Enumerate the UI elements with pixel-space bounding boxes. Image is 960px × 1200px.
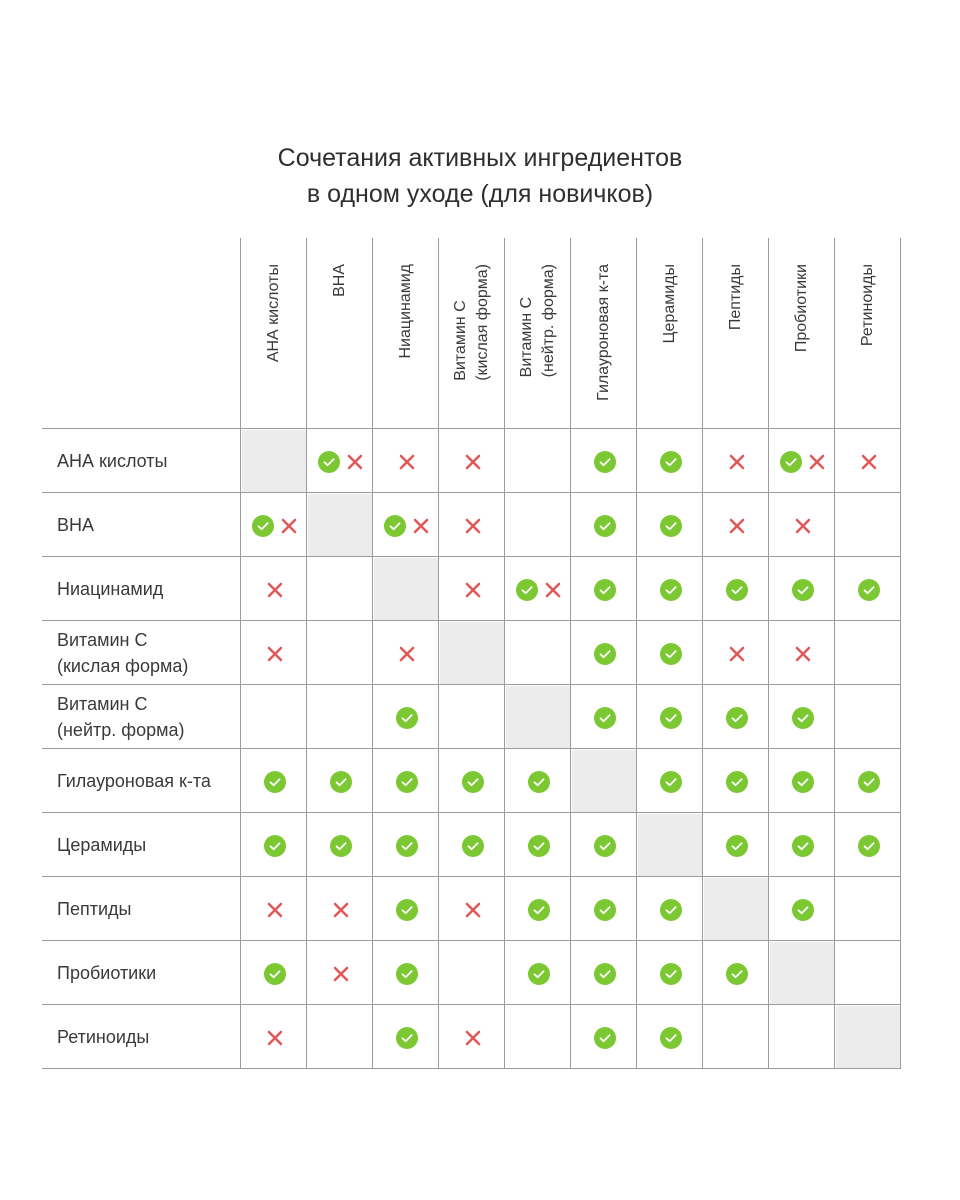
cross-icon [794,517,812,535]
matrix-cell [506,942,571,1005]
cross-icon [332,965,350,983]
horizontal-gridline [42,428,901,429]
check-icon [780,451,802,473]
check-icon [396,963,418,985]
check-icon [396,835,418,857]
matrix-cell [242,942,307,1005]
matrix-cell [704,1006,769,1069]
matrix-cell [572,558,637,621]
matrix-cell [440,430,505,493]
column-header [241,264,307,454]
matrix-cell [572,1006,637,1069]
check-icon [528,899,550,921]
horizontal-gridline [42,940,901,941]
check-icon [660,1027,682,1049]
check-icon [594,515,616,537]
diagonal-cell [506,686,571,749]
check-icon [594,835,616,857]
check-icon [396,771,418,793]
matrix-cell [308,686,373,749]
check-icon [660,515,682,537]
row-header [57,621,237,685]
check-icon [462,835,484,857]
check-icon [792,579,814,601]
column-header [505,264,571,454]
row-header-label: Церамиды [57,835,147,855]
horizontal-gridline [42,620,901,621]
matrix-cell [638,558,703,621]
matrix-cell [308,622,373,685]
check-icon [660,963,682,985]
diagonal-cell [242,430,307,493]
matrix-cell [572,814,637,877]
matrix-cell [638,430,703,493]
row-header-label: Ретиноиды [57,1027,150,1047]
check-icon [726,579,748,601]
matrix-cell [308,1006,373,1069]
row-header-label: Ниацинамид [57,579,164,599]
matrix-cell [638,1006,703,1069]
check-icon [726,963,748,985]
matrix-cell [440,1006,505,1069]
matrix-cell [242,494,307,557]
matrix-cell [308,558,373,621]
chart-title-line2: в одном уходе (для новичков) [306,180,654,208]
matrix-cell [704,814,769,877]
check-icon [594,707,616,729]
column-header [571,264,637,454]
matrix-cell [506,494,571,557]
row-header-label: ВНА [57,515,95,535]
check-icon [594,643,616,665]
diagonal-cell [638,814,703,877]
check-icon [858,579,880,601]
diagonal-cell [374,558,439,621]
matrix-cell [638,878,703,941]
matrix-cell [374,942,439,1005]
matrix-cell [506,430,571,493]
matrix-cell [308,430,373,493]
matrix-cell [242,558,307,621]
vertical-gridline [900,238,901,1069]
vertical-gridline [834,238,835,1069]
column-header-label: АНА кислоты [265,264,282,363]
horizontal-gridline [42,556,901,557]
check-icon [396,899,418,921]
cross-icon [464,581,482,599]
matrix-cell [770,686,835,749]
cross-icon [412,517,430,535]
matrix-cell [308,942,373,1005]
matrix-cell [704,622,769,685]
matrix-cell [506,750,571,813]
row-header-label: Витамин С (нейтр. форма) [57,694,185,740]
matrix-cell [506,878,571,941]
check-icon [660,643,682,665]
column-header-label: Церамиды [661,264,678,344]
column-header [307,264,373,454]
matrix-cell [506,622,571,685]
cross-icon [266,581,284,599]
matrix-cell [836,622,901,685]
check-icon [660,451,682,473]
cross-icon [464,453,482,471]
vertical-gridline [768,238,769,1069]
horizontal-gridline [42,748,901,749]
diagonal-cell [308,494,373,557]
diagonal-cell [704,878,769,941]
horizontal-gridline [42,812,901,813]
vertical-gridline [636,238,637,1069]
column-header-label: Витамин С (нейтр. форма) [518,264,557,378]
check-icon [660,707,682,729]
matrix-cell [308,878,373,941]
matrix-cell [440,878,505,941]
matrix-cell [704,430,769,493]
check-icon [330,835,352,857]
matrix-cell [572,686,637,749]
row-header-label: Витамин С (кислая форма) [57,630,189,676]
check-icon [792,899,814,921]
check-icon [792,771,814,793]
cross-icon [544,581,562,599]
check-icon [594,1027,616,1049]
check-icon [330,771,352,793]
matrix-cell [836,750,901,813]
cross-icon [332,901,350,919]
row-header [57,557,237,621]
horizontal-gridline [42,492,901,493]
check-icon [594,899,616,921]
check-icon [462,771,484,793]
matrix-cell [770,494,835,557]
cross-icon [860,453,878,471]
matrix-cell [638,494,703,557]
matrix-cell [704,558,769,621]
horizontal-gridline [42,876,901,877]
matrix-cell [572,494,637,557]
column-header-label: Ниацинамид [397,264,414,359]
matrix-cell [638,622,703,685]
vertical-gridline [372,238,373,1069]
column-header-label: Витамин С (кислая форма) [452,264,491,381]
check-icon [396,707,418,729]
chart-title [0,140,960,212]
check-icon [528,771,550,793]
matrix-cell [374,622,439,685]
row-header [57,941,237,1005]
chart-title-line1: Сочетания активных ингредиентов [277,144,683,172]
horizontal-gridline [42,1068,901,1069]
matrix-cell [506,558,571,621]
matrix-cell [308,814,373,877]
row-header [57,429,237,493]
cross-icon [280,517,298,535]
cross-icon [346,453,364,471]
matrix-cell [770,878,835,941]
matrix-cell [836,494,901,557]
row-header-label: Пептиды [57,899,132,919]
row-header-label: Пробиотики [57,963,157,983]
check-icon [396,1027,418,1049]
matrix-cell [440,494,505,557]
column-header-label: Ретиноиды [859,264,876,347]
column-header [439,264,505,454]
horizontal-gridline [42,684,901,685]
matrix-cell [440,814,505,877]
matrix-cell [242,1006,307,1069]
matrix-cell [242,622,307,685]
row-header [57,749,237,813]
matrix-cell [704,686,769,749]
vertical-gridline [570,238,571,1069]
matrix-cell [572,878,637,941]
matrix-cell [374,878,439,941]
check-icon [594,963,616,985]
matrix-cell [374,750,439,813]
cross-icon [464,1029,482,1047]
row-header-label: АНА кислоты [57,451,168,471]
horizontal-gridline [42,1004,901,1005]
matrix-cell [506,1006,571,1069]
matrix-cell [308,750,373,813]
check-icon [516,579,538,601]
check-icon [726,707,748,729]
check-icon [528,963,550,985]
check-icon [792,835,814,857]
column-header [769,264,835,454]
matrix-cell [836,430,901,493]
matrix-cell [572,430,637,493]
vertical-gridline [240,238,241,1069]
matrix-cell [770,750,835,813]
matrix-cell [836,878,901,941]
row-header [57,1005,237,1069]
check-icon [384,515,406,537]
check-icon [528,835,550,857]
column-header [835,264,901,454]
column-header-label: Гилауроновая к-та [595,264,612,401]
cross-icon [794,645,812,663]
cross-icon [398,453,416,471]
check-icon [726,835,748,857]
check-icon [264,835,286,857]
matrix-cell [242,686,307,749]
vertical-gridline [438,238,439,1069]
column-header [703,264,769,454]
check-icon [726,771,748,793]
matrix-cell [374,1006,439,1069]
check-icon [792,707,814,729]
cross-icon [266,901,284,919]
check-icon [318,451,340,473]
vertical-gridline [702,238,703,1069]
matrix-cell [836,558,901,621]
matrix-cell [638,942,703,1005]
matrix-cell [638,750,703,813]
matrix-cell [242,750,307,813]
matrix-cell [572,942,637,1005]
matrix-cell [770,622,835,685]
matrix-cell [440,942,505,1005]
matrix-cell [638,686,703,749]
row-header [57,685,237,749]
cross-icon [266,1029,284,1047]
check-icon [660,579,682,601]
diagonal-cell [770,942,835,1005]
row-header [57,493,237,557]
check-icon [264,771,286,793]
cross-icon [728,517,746,535]
cross-icon [808,453,826,471]
matrix-cell [242,814,307,877]
check-icon [594,579,616,601]
matrix-cell [440,750,505,813]
row-header [57,877,237,941]
matrix-cell [704,750,769,813]
cross-icon [266,645,284,663]
vertical-gridline [306,238,307,1069]
cross-icon [464,901,482,919]
matrix-cell [242,878,307,941]
matrix-cell [836,942,901,1005]
matrix-cell [770,1006,835,1069]
cross-icon [398,645,416,663]
matrix-cell [770,814,835,877]
check-icon [660,899,682,921]
diagonal-cell [836,1006,901,1069]
column-header-label: ВНА [331,264,348,297]
row-header [57,813,237,877]
matrix-cell [506,814,571,877]
matrix-cell [374,430,439,493]
check-icon [594,451,616,473]
cross-icon [728,645,746,663]
matrix-cell [440,686,505,749]
matrix-cell [374,686,439,749]
matrix-cell [440,558,505,621]
cross-icon [464,517,482,535]
matrix-cell [836,814,901,877]
column-header [373,264,439,454]
check-icon [858,835,880,857]
cross-icon [728,453,746,471]
matrix-cell [572,622,637,685]
check-icon [252,515,274,537]
column-header-label: Пептиды [727,264,744,331]
row-header-label: Гилауроновая к-та [57,771,211,791]
column-header [637,264,703,454]
check-icon [264,963,286,985]
matrix-cell [704,942,769,1005]
column-header-label: Пробиотики [793,264,810,353]
matrix-cell [704,494,769,557]
matrix-cell [374,814,439,877]
check-icon [858,771,880,793]
matrix-cell [374,494,439,557]
matrix-cell [770,430,835,493]
diagonal-cell [440,622,505,685]
matrix-cell [770,558,835,621]
vertical-gridline [504,238,505,1069]
matrix-cell [836,686,901,749]
diagonal-cell [572,750,637,813]
check-icon [660,771,682,793]
